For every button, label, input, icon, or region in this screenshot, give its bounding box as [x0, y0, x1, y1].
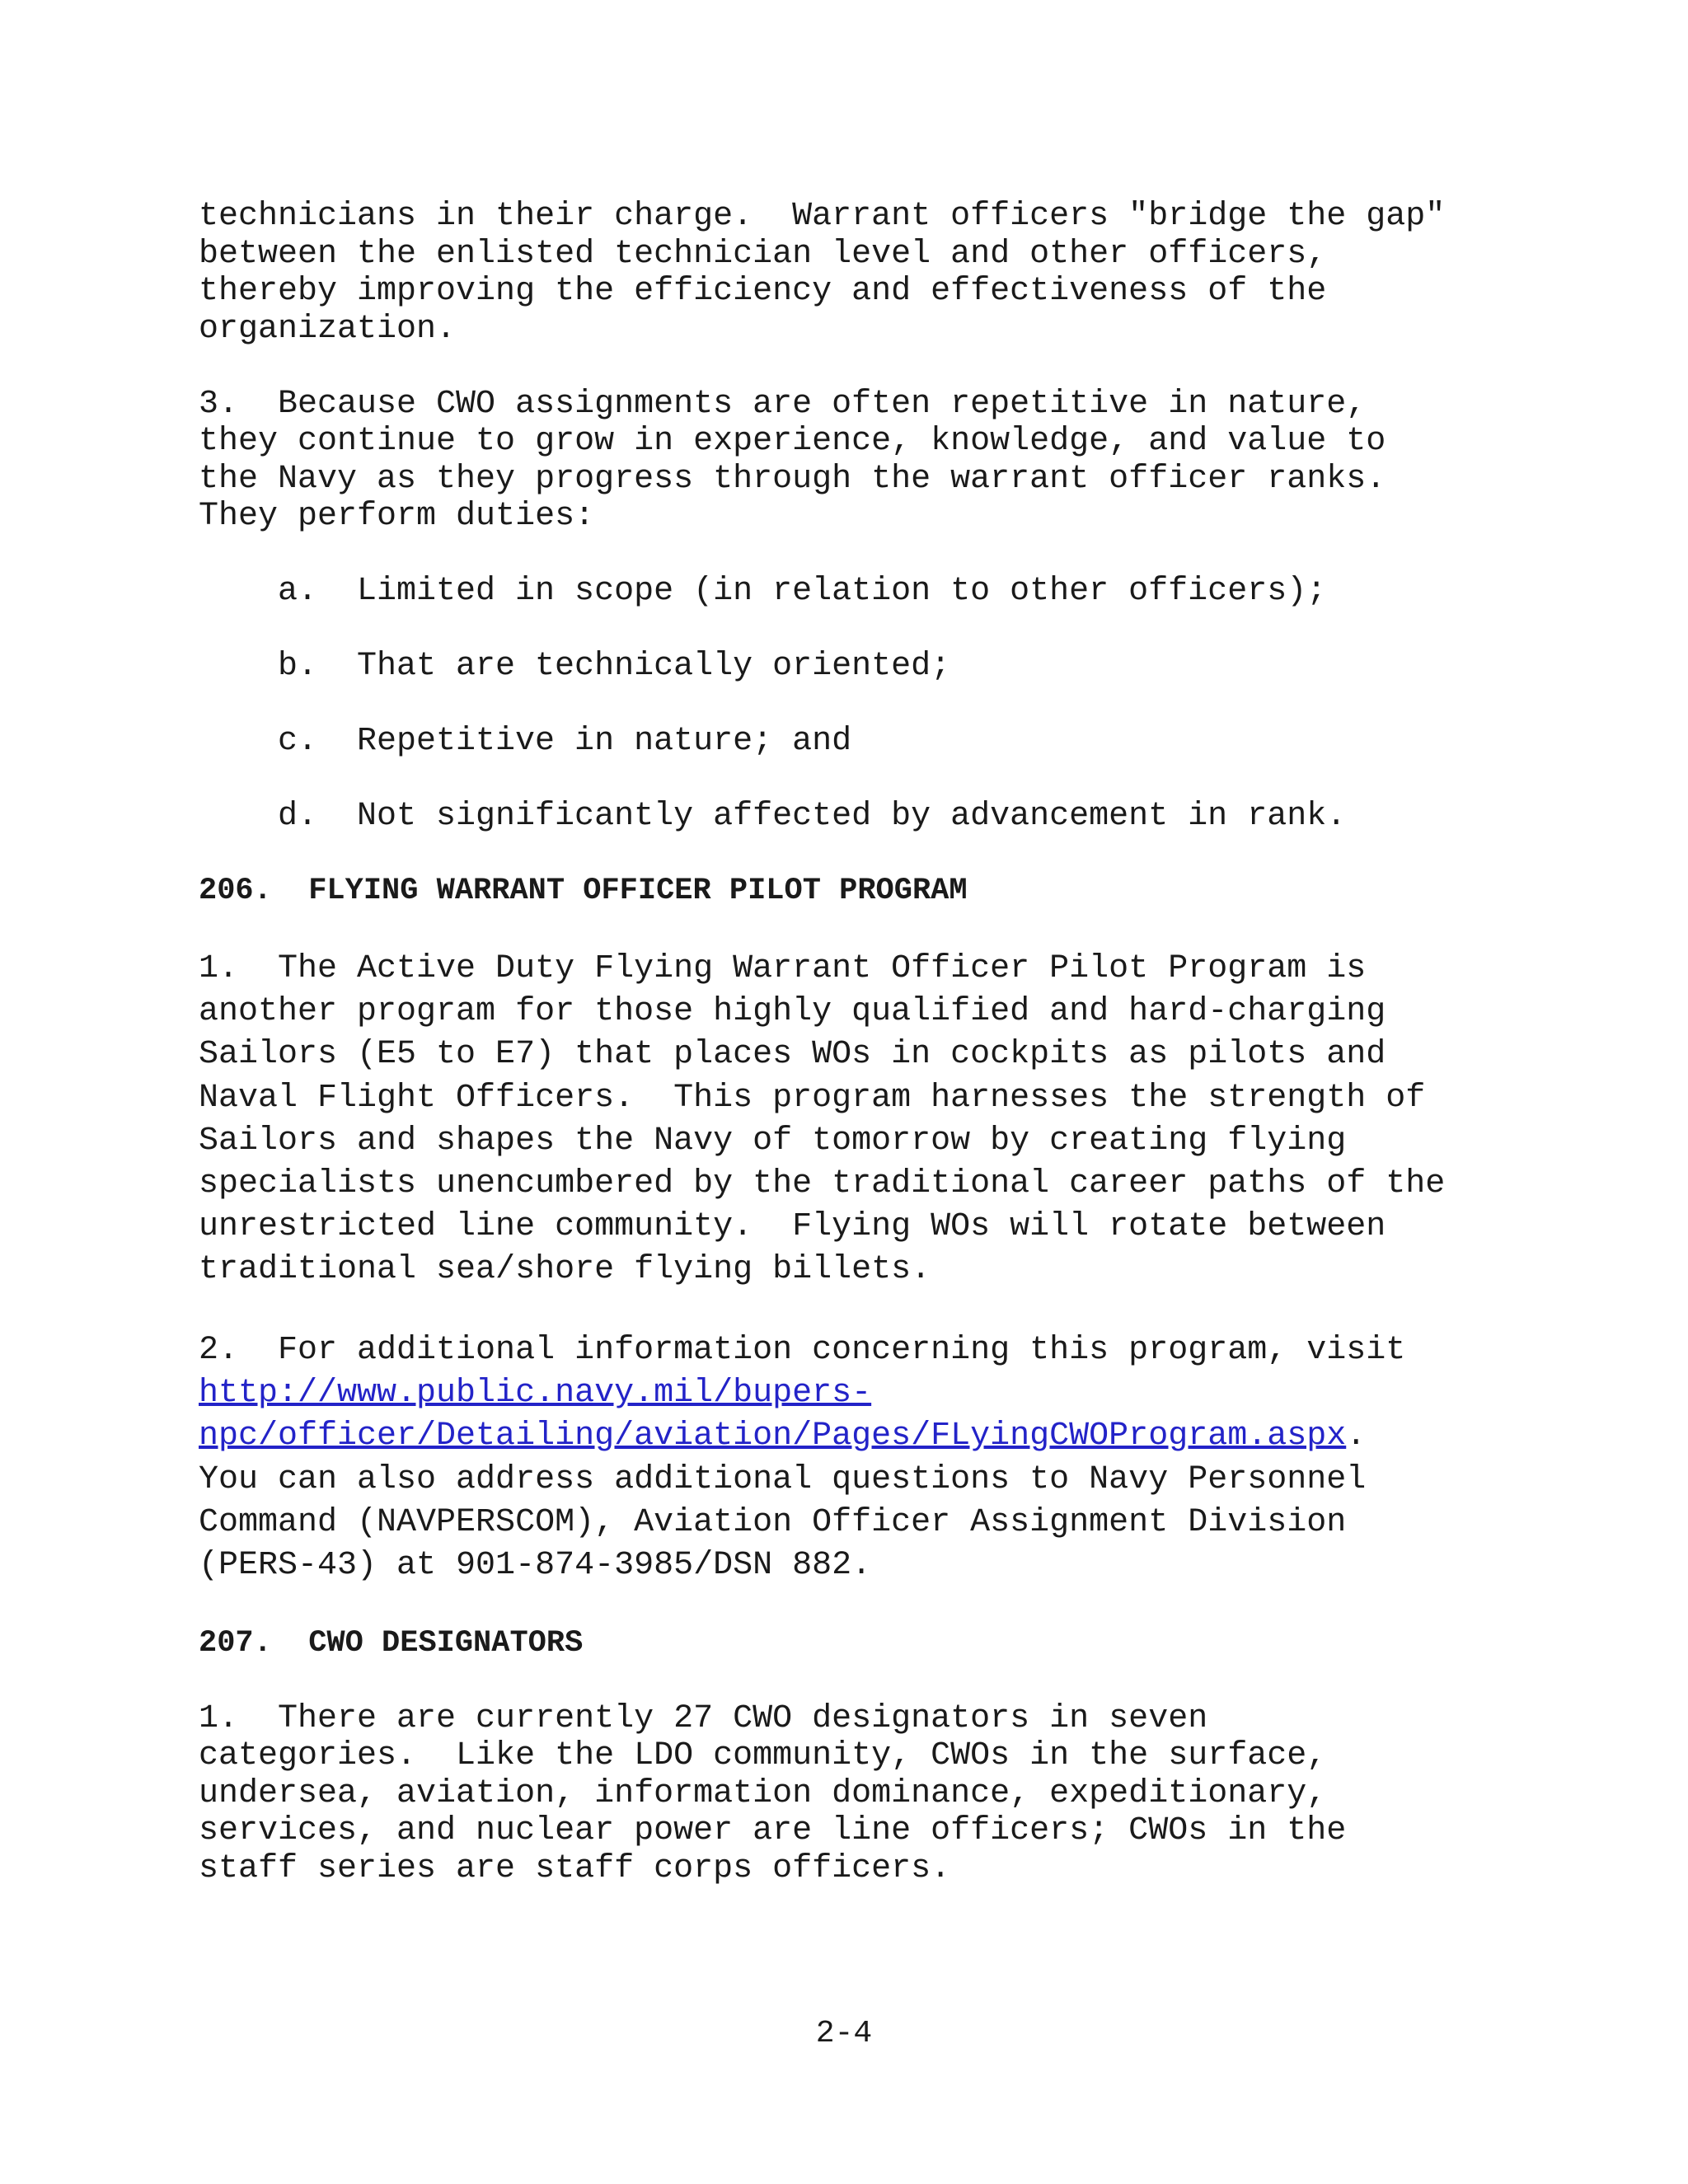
text-line: between the enlisted technician level and other officers,	[199, 235, 1327, 273]
section-207-paragraph-1	[199, 1700, 1484, 1888]
text-line: traditional sea/shore flying billets.	[199, 1251, 931, 1289]
text-line: (PERS-43) at 901-874-3985/DSN 882.	[199, 1546, 872, 1584]
text-line: 3. Because CWO assignments are often repetitive in nature,	[199, 385, 1367, 423]
text-line: 1. There are currently 27 CWO designators in seven	[199, 1699, 1208, 1737]
text-line: Naval Flight Officers. This program harnesses the strength of	[199, 1079, 1426, 1117]
link-line	[199, 1415, 1484, 1458]
text-line: categories. Like the LDO community, CWOs in the surface,	[199, 1737, 1327, 1775]
text-line: 2. For additional information concerning this program, visit	[199, 1332, 1406, 1369]
continuation-paragraph	[199, 198, 1484, 348]
text-line: organization.	[199, 310, 457, 348]
page-number: 2-4	[815, 2016, 873, 2051]
list-item: b. That are technically oriented;	[278, 648, 951, 685]
text-line: specialists unencumbered by the traditional career paths of the	[199, 1165, 1446, 1202]
section-206-paragraph-1	[199, 948, 1484, 1292]
duties-list	[199, 573, 1484, 836]
section-heading-207: 207. CWO DESIGNATORS	[199, 1625, 584, 1661]
paragraph-3	[199, 386, 1484, 536]
text-line: staff series are staff corps officers.	[199, 1849, 951, 1887]
text-line: undersea, aviation, information dominance, expeditionary,	[199, 1774, 1327, 1812]
list-item: d. Not significantly affected by advancement in rank.	[278, 798, 1347, 835]
link-period: .	[1346, 1418, 1367, 1455]
link-line	[199, 1372, 1484, 1415]
text-line: They perform duties:	[199, 498, 595, 535]
text-line: technicians in their charge. Warrant officers "bridge the gap"	[199, 198, 1446, 235]
section-206-paragraph-2	[199, 1329, 1484, 1587]
text-line: another program for those highly qualified and hard-charging	[199, 993, 1386, 1031]
text-line: Sailors (E5 to E7) that places WOs in cockpits as pilots and	[199, 1036, 1386, 1074]
text-line: they continue to grow in experience, knowledge, and value to	[199, 423, 1386, 460]
text-line: Sailors and shapes the Navy of tomorrow by creating flying	[199, 1122, 1347, 1160]
section-heading-206: 206. FLYING WARRANT OFFICER PILOT PROGRAM	[199, 874, 968, 908]
program-link-part-2[interactable]: npc/officer/Detailing/aviation/Pages/FLyingCWOProgram.aspx	[199, 1418, 1347, 1455]
list-item: a. Limited in scope (in relation to other officers);	[278, 573, 1327, 610]
text-line: Command (NAVPERSCOM), Aviation Officer Assignment Division	[199, 1503, 1347, 1541]
text-line: the Navy as they progress through the warrant officer ranks.	[199, 460, 1386, 498]
text-line: You can also address additional questions to Navy Personnel	[199, 1460, 1367, 1498]
list-item: c. Repetitive in nature; and	[278, 723, 852, 760]
page-content	[199, 198, 1484, 1887]
program-link-part-1[interactable]: http://www.public.navy.mil/bupers-	[199, 1375, 872, 1413]
text-line: thereby improving the efficiency and effectiveness of the	[199, 273, 1327, 310]
text-line: unrestricted line community. Flying WOs will rotate between	[199, 1208, 1386, 1246]
text-line: 1. The Active Duty Flying Warrant Officer Pilot Program is	[199, 950, 1367, 987]
text-line: services, and nuclear power are line officers; CWOs in the	[199, 1812, 1347, 1850]
